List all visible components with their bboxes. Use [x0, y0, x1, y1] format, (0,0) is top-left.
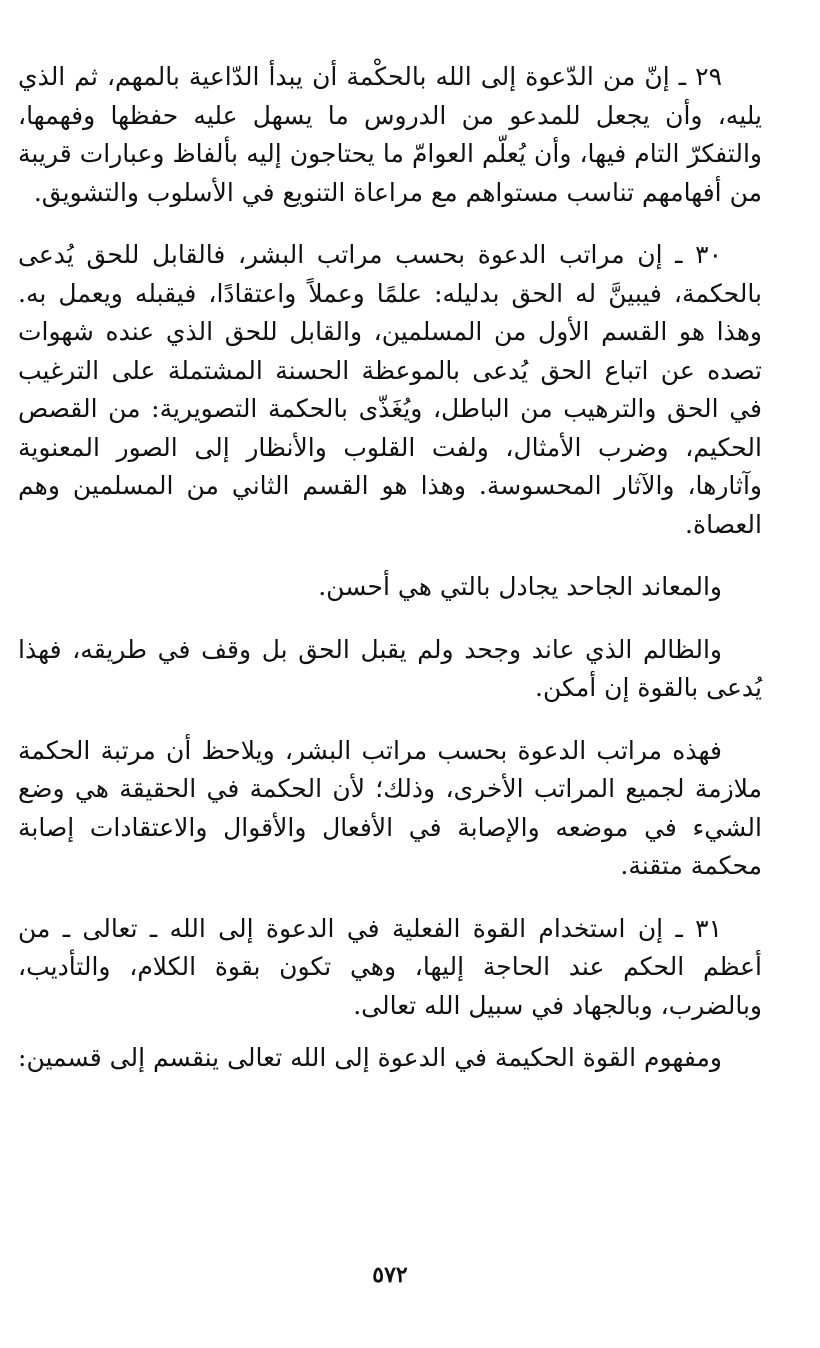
paragraph-stubborn-denier: والمعاند الجاحد يجادل بالتي هي أحسن.: [318, 572, 722, 601]
paragraph-30: ٣٠ ـ إن مراتب الدعوة بحسب مراتب البشر، فالقابل للحق يُدعى بالحكمة، فيبينَّ له الحق بدليله: علمًا وعملاً واعتقادًا، فيقبله ويعمل به. وهذا هو القسم الأول من المسلمين، والقابل للحق الذي عنده شهوات تصده عن اتباع الحق يُدعى بالموعظة الحسنة المشتملة على الترغيب في الحق والترهيب من الباطل، ويُغَذّى بالحكمة التصويرية: من القصص الحكيم، وضرب الأمثال، ولفت القلوب والأنظار إلى الصور المعنوية وآثارها، والآثار المحسوسة. وهذا هو القسم الثاني من المسلمين وهم العصاة.: [18, 240, 762, 539]
paragraph-wise-force: ومفهوم القوة الحكيمة في الدعوة إلى الله تعالى ينقسم إلى قسمين:: [18, 1043, 722, 1072]
page-number: ٥٧٢: [372, 1262, 408, 1288]
paragraph-ranks-summary: فهذه مراتب الدعوة بحسب مراتب البشر، ويلاحظ أن مرتبة الحكمة ملازمة لجميع المراتب الأخرى، وذلك؛ لأن الحكمة في الحقيقة هي وضع الشيء في موضعه والإصابة في الأفعال والأقوال والاعتقادات إصابة محكمة متقنة.: [18, 735, 762, 880]
page-body: [18, 58, 762, 1092]
paragraph-oppressor: والظالم الذي عاند وجحد ولم يقبل الحق بل وقف في طريقه، فهذا يُدعى بالقوة إن أمكن.: [18, 634, 762, 702]
paragraph-31: ٣١ ـ إن استخدام القوة الفعلية في الدعوة إلى الله ـ تعالى ـ من أعظم الحكم عند الحاجة إليها، وهي تكون بقوة الكلام، والتأديب، وبالضرب، وبالجهاد في سبيل الله تعالى.: [18, 913, 762, 1020]
paragraph-29: ٢٩ ـ إنّ من الدّعوة إلى الله بالحكْمة أن يبدأ الدّاعية بالمهم، ثم الذي يليه، وأن يجعل للمدعو من الدروس ما يسهل عليه حفظها وفهمها، والتفكرّ التام فيها، وأن يُعلّم العوامّ ما يحتاجون إليه بألفاظ وعبارات قريبة من أفهامهم تناسب مستواهم مع مراعاة التنويع في الأسلوب والتشويق.: [18, 62, 762, 207]
